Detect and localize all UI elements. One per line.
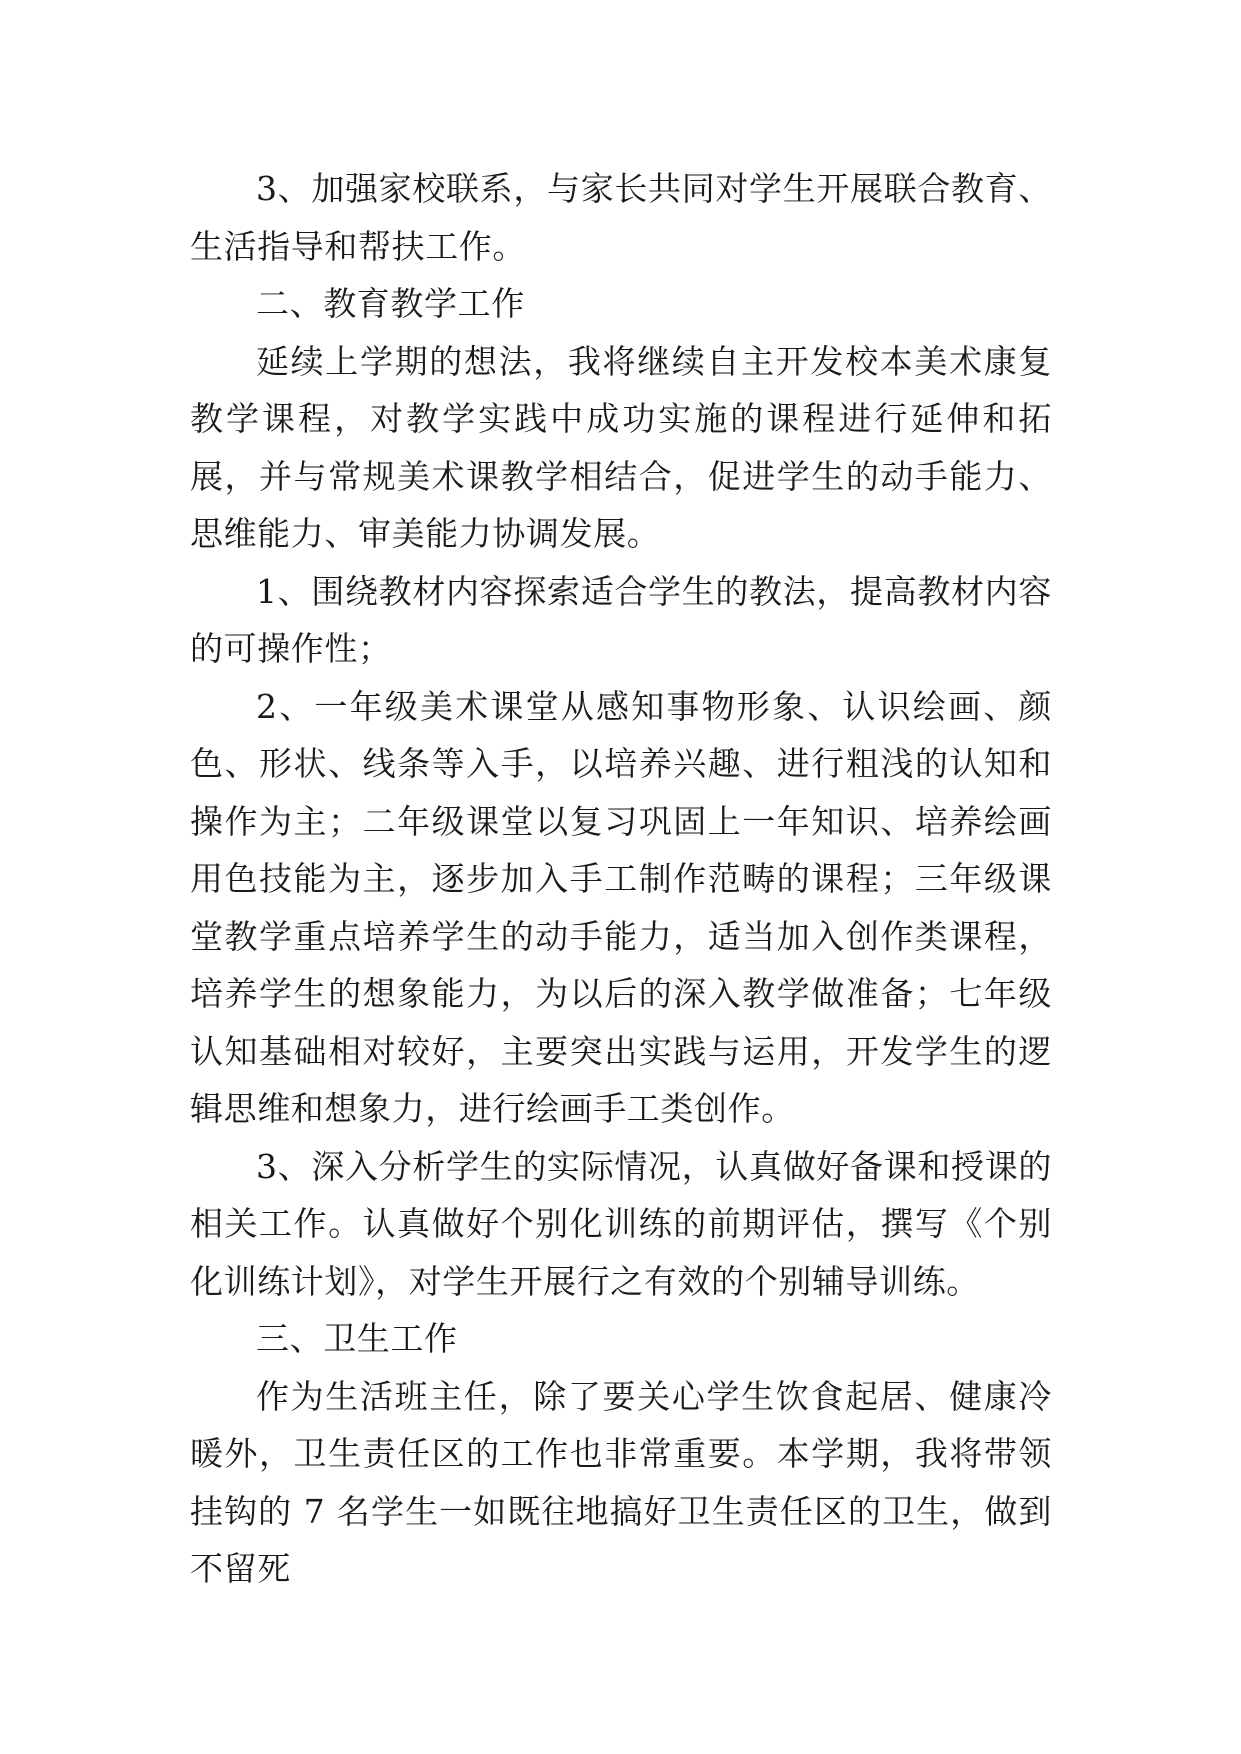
paragraph-teaching-method: 1、围绕教材内容探索适合学生的教法，提高教材内容的可操作性； [190, 571, 1052, 668]
paragraph-teaching-plan: 延续上学期的想法，我将继续自主开发校本美术康复教学课程，对教学实践中成功实施的课程进行延伸和拓展，并与常规美术课教学相结合，促进学生的动手能力、思维能力、审美能力协调发展。 [190, 341, 1052, 553]
paragraph-grade-curriculum: 2、一年级美术课堂从感知事物形象、认识绘画、颜色、形状、线条等入手，以培养兴趣、进行粗浅的认知和操作为主；二年级课堂以复习巩固上一年知识、培养绘画用色技能为主，逐步加入手工制作范畴的课程；三年级课堂教学重点培养学生的动手能力，适当加入创作类课程，培养学生的想象能力，为以后的深入教学做准备；七年级认知基础相对较好，主要突出实践与运用，开发学生的逻辑思维和想象力，进行绘画手工类创作。 [190, 686, 1052, 1128]
document-body [190, 160, 1052, 1598]
section-heading-hygiene: 三、卫生工作 [256, 1319, 458, 1358]
paragraph-home-school-contact: 3、加强家校联系，与家长共同对学生开展联合教育、生活指导和帮扶工作。 [190, 169, 1052, 266]
section-heading-teaching: 二、教育教学工作 [256, 284, 525, 323]
paragraph-individual-training: 3、深入分析学生的实际情况，认真做好备课和授课的相关工作。认真做好个别化训练的前期评估，撰写《个别化训练计划》，对学生开展行之有效的个别辅导训练。 [190, 1146, 1052, 1301]
paragraph-hygiene-work: 作为生活班主任，除了要关心学生饮食起居、健康冷暖外，卫生责任区的工作也非常重要。本学期，我将带领挂钩的 7 名学生一如既往地搞好卫生责任区的卫生，做到不留死 [190, 1376, 1052, 1588]
